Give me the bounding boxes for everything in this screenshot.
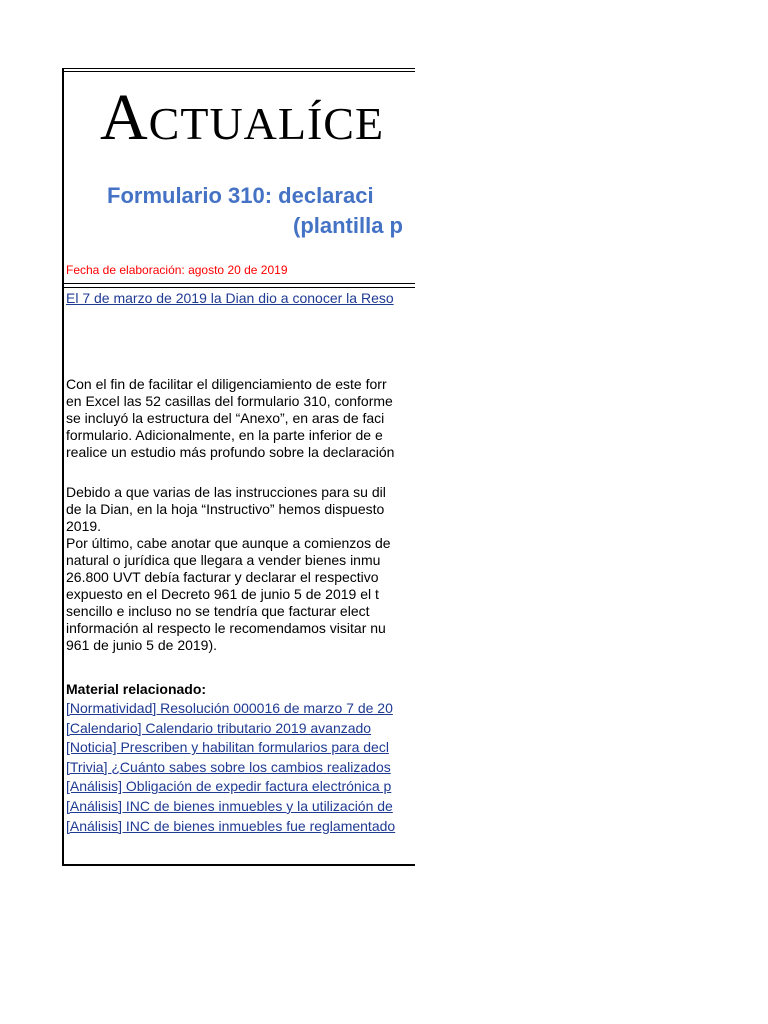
document-title-line-2: (plantilla p (293, 213, 403, 238)
text-line: formulario. Adicionalmente, en la parte inferior de e (66, 427, 383, 443)
paragraph-intro (66, 376, 394, 461)
text-line: Con el fin de facilitar el diligenciamiento de este forr (66, 376, 387, 392)
related-link-trivia[interactable]: [Trivia] ¿Cuánto sabes sobre los cambios realizados (66, 758, 391, 775)
related-link-noticia[interactable]: [Noticia] Prescriben y habilitan formularios para decl (66, 739, 389, 756)
text-line: en Excel las 52 casillas del formulario 310, conforme (66, 393, 393, 409)
document-sheet (62, 68, 415, 866)
elaboration-date: Fecha de elaboración: agosto 20 de 2019 (66, 263, 288, 277)
text-line: realice un estudio más profundo sobre la declaración (66, 444, 395, 460)
intro-link[interactable]: El 7 de marzo de 2019 la Dian dio a conocer la Reso (66, 290, 394, 306)
related-link-normatividad[interactable]: [Normatividad] Resolución 000016 de marzo 7 de 20 (66, 700, 393, 716)
text-line: expuesto en el Decreto 961 de junio 5 de 2019 el t (66, 586, 379, 602)
top-border-inner (64, 71, 415, 72)
text-line: se incluyó la estructura del “Anexo”, en aras de faci (66, 410, 385, 426)
top-border (64, 68, 415, 69)
text-line: natural o jurídica que llegara a vender bienes inmu (66, 552, 381, 568)
text-line: Debido a que varias de las instrucciones para su dil (66, 484, 386, 500)
separator-line-inner (64, 287, 415, 288)
brand-logo: Actualíce (100, 81, 385, 154)
separator-line (64, 283, 415, 284)
text-line: sencillo e incluso no se tendría que facturar elect (66, 603, 370, 619)
related-link-analisis-inc-reglamentado[interactable]: [Análisis] INC de bienes inmuebles fue reglamentado (66, 817, 396, 834)
text-line: 961 de junio 5 de 2019). (66, 637, 218, 653)
text-line: información al respecto le recomendamos visitar nu (66, 620, 386, 636)
related-link-calendario[interactable]: [Calendario] Calendario tributario 2019 avanzado (66, 719, 372, 736)
related-material-heading: Material relacionado: (66, 681, 207, 697)
text-line: de la Dian, en la hoja “Instructivo” hemos dispuesto (66, 501, 385, 517)
related-link-analisis-factura[interactable]: [Análisis] Obligación de expedir factura electrónica p (66, 778, 392, 795)
text-line: Por último, cabe anotar que aunque a comienzos de (66, 535, 391, 551)
related-link-analisis-inc-utilizacion[interactable]: [Análisis] INC de bienes inmuebles y la utilización de (66, 797, 393, 814)
text-line: 26.800 UVT debía facturar y declarar el respectivo (66, 569, 379, 585)
text-line: 2019. (66, 518, 102, 534)
document-title-line-1: Formulario 310: declaraci (107, 183, 374, 208)
paragraph-instructions (66, 484, 391, 654)
related-material-list (66, 700, 395, 837)
